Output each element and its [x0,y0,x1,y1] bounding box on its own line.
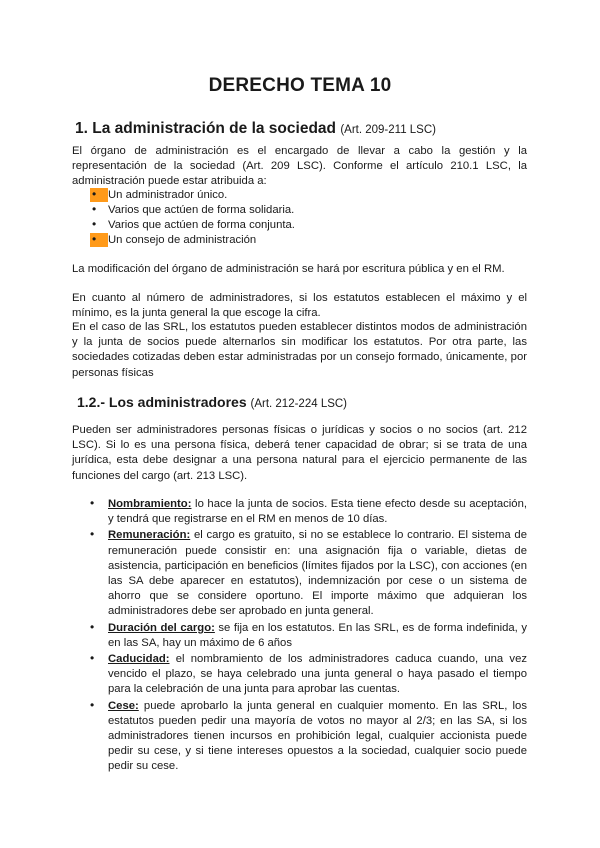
administration-options-list [72,188,527,248]
option-text: Un consejo de administración [108,234,257,246]
section-1-heading-text: 1. La administración de la sociedad [75,120,337,137]
section-2-heading-text: 1.2.- Los administradores [77,394,247,410]
section-2-heading [77,394,347,410]
document-title: DERECHO TEMA 10 [208,75,392,96]
item-term: Remuneración: [108,529,191,542]
administrators-list [72,497,527,775]
highlighted-bullet-icon [90,233,108,247]
list-item [72,218,527,233]
bullet-icon [90,218,108,232]
list-item [72,652,527,698]
list-item [72,699,527,775]
option-text: Varios que actúen de forma conjunta. [108,219,295,231]
option-text: Varios que actúen de forma solidaria. [108,204,295,216]
item-text: se fija en los estatutos. En las SRL, es de forma indefinida, y en las SA, hay un máximo de 6 años [108,621,528,649]
list-item [72,621,527,651]
bullet-icon: • [90,527,95,542]
number-paragraph: En cuanto al número de administradores, si los estatutos establecen el máximo y el mínimo, es la junta general la que escoge la cifra. [72,292,527,320]
item-text: el cargo es gratuito, si no se establece lo contrario. El sistema de remuneración puede consistir en: una asignación fija o variable, dietas de asistencia, participación en beneficios (límites fijados por la LSC), con acciones (en las SA debe aparecer en estatutos), indemnización por cese o un sistema de ahorro que se considere oportuno. El importe máximo que adquieran los administradores debe ser aprobado en junta general. [108,529,527,618]
bullet-icon: • [90,496,95,510]
section-1-intro: El órgano de administración es el encargado de llevar a cabo la gestión y la representación de la sociedad (Art. 209 LSC). Conforme el artículo 210.1 LSC, la administración puede estar atribuida a: [72,145,527,188]
list-item [72,188,527,203]
item-term: Duración del cargo: [108,621,215,634]
list-item [72,203,527,218]
item-term: Cese: [108,699,139,712]
item-text: lo hace la junta de socios. Esta tiene efecto desde su aceptación, y tendrá que registrarse en el RM en menos de 10 días. [108,498,527,526]
highlighted-bullet-icon [90,188,108,202]
bullet-icon: • [90,697,95,712]
list-item [72,528,527,619]
option-text: Un administrador único. [108,189,228,201]
section-1-heading [75,120,436,138]
section-1-reference: (Art. 209-211 LSC) [340,124,436,136]
item-term: Caducidad: [108,653,170,666]
item-text: el nombramiento de los administradores caduca cuando, una vez vencido el plazo, se haya celebrado una junta general o haya pasado el tiempo para la celebración de una junta para aprobar las cuentas. [108,653,527,696]
list-item [72,233,527,248]
bullet-icon [90,203,108,217]
bullet-icon: • [90,651,95,666]
section-2-intro: Pueden ser administradores personas físicas o jurídicas y socios o no socios (art. 212 LSC). Si lo es una persona física, deberá tener capacidad de obrar; si se trata de una jurídica, esta debe designar a una persona natural para el ejercicio permanente de las funciones del cargo (art. 213 LSC). [72,424,527,482]
list-item [72,497,527,527]
modification-paragraph: La modificación del órgano de administración se hará por escritura pública y en el RM. [72,263,505,275]
section-2-reference: (Art. 212-224 LSC) [250,398,348,410]
bullet-icon: • [90,619,95,634]
item-term: Nombramiento: [108,498,192,510]
item-text: puede aprobarlo la junta general en cualquier momento. En las SRL, los estatutos pueden pedir una mayoría de votos no mayor al 2/3; en las SA, si los administradores tienen incursos en prohibición legal, cualquier accionista puede pedir su cese, y si tiene intereses opuestos a la sociedad, cualquier socio puede pedir su cese. [108,699,527,773]
srl-paragraph: En el caso de las SRL, los estatutos pueden establecer distintos modos de administración y la junta de socios puede alternarlos sin modificar los estatutos. Por otra parte, las sociedades cotizadas deben estar administradas por un consejo formado, únicamente, por personas físicas [72,321,527,379]
